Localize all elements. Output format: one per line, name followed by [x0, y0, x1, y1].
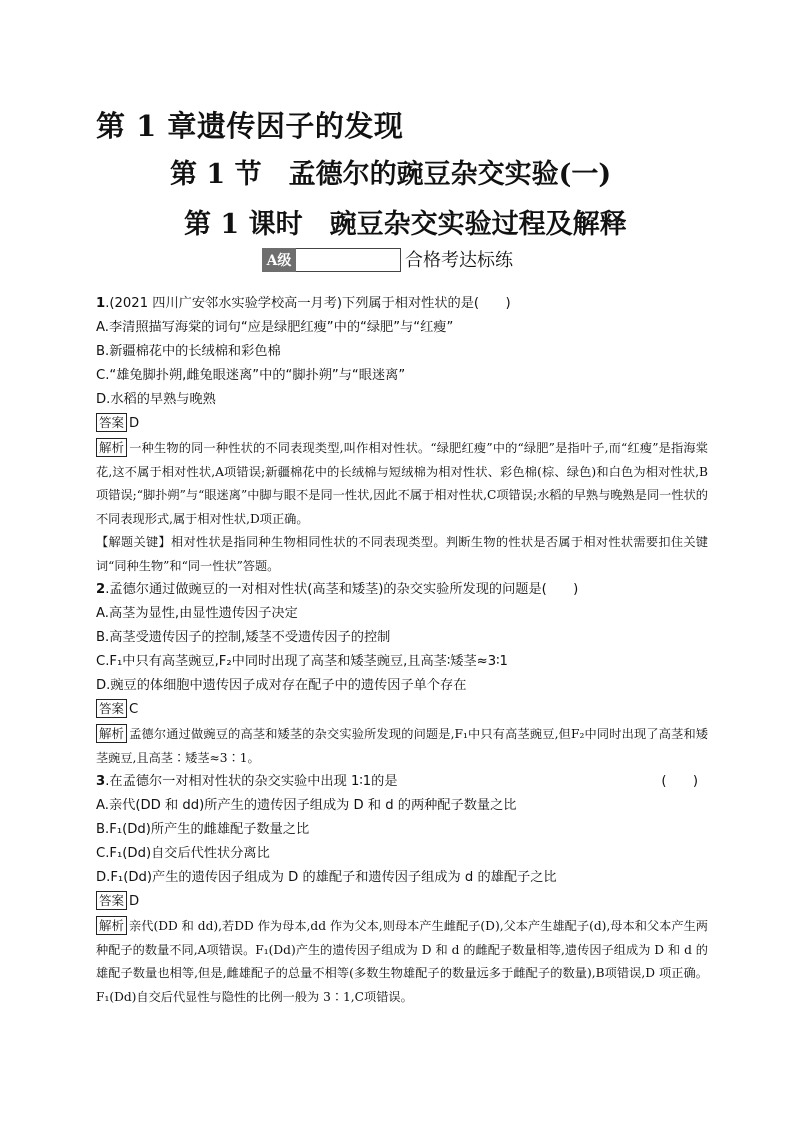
question-3 — [96, 770, 708, 1009]
analysis-label: 解析 — [96, 916, 127, 935]
option: A.李清照描写海棠的词句“应是绿肥红瘦”中的“绿肥”与“红瘦” — [96, 320, 454, 335]
analysis-text: 孟德尔通过做豌豆的高茎和矮茎的杂交实验所发现的问题是,F₁中只有高茎豌豆,但F₂中同时出现了高茎和矮茎豌豆,且高茎∶矮茎≈3∶1。 — [96, 727, 708, 765]
question-number: 1 — [96, 296, 106, 311]
answer-label: 答案 — [96, 891, 127, 910]
option: B.高茎受遗传因子的控制,矮茎不受遗传因子的控制 — [96, 630, 391, 645]
answer-label: 答案 — [96, 413, 127, 432]
option: A.亲代(DD 和 dd)所产生的遗传因子组成为 D 和 d 的两种配子数量之比 — [96, 798, 517, 813]
chapter-title: 第 1 章遗传因子的发现 — [96, 109, 404, 143]
level-title: 合格考达标练 — [405, 250, 513, 271]
option: D.F₁(Dd)产生的遗传因子组成为 D 的雄配子和遗传因子组成为 d 的雄配子之比 — [96, 870, 557, 885]
level-badge: A级 — [262, 248, 296, 272]
answer-label: 答案 — [96, 699, 127, 718]
option: C.F₁中只有高茎豌豆,F₂中同时出现了高茎和矮茎豌豆,且高茎∶矮茎≈3∶1 — [96, 654, 508, 669]
option: C.F₁(Dd)自交后代性状分离比 — [96, 846, 270, 861]
question-number: 2 — [96, 582, 106, 597]
option: B.新疆棉花中的长绒棉和彩色棉 — [96, 344, 281, 359]
section-title: 第 1 节 孟德尔的豌豆杂交实验(一) — [170, 159, 612, 190]
question-stem: .(2021 四川广安邻水实验学校高一月考)下列属于相对性状的是( ) — [105, 296, 511, 311]
option: A.高茎为显性,由显性遗传因子决定 — [96, 606, 298, 621]
analysis-label: 解析 — [96, 724, 127, 743]
answer-parenthesis: ( ) — [661, 774, 698, 789]
question-number: 3 — [96, 774, 106, 789]
lesson-title: 第 1 课时 豌豆杂交实验过程及解释 — [184, 209, 627, 240]
analysis-text: 一种生物的同一种性状的不同表现类型,叫作相对性状。“绿肥红瘦”中的“绿肥”是指叶子,而“红瘦”是指海棠花,这不属于相对性状,A项错误;新疆棉花中的长绒棉与短绒棉为相对性状、彩色棉(棕、绿色)和白色为相对性状,B项错误;“脚扑朔”与“眼迷离”中脚与眼不是同一性状,因此不属于相对性状,C项错误;水稻的早熟与晚熟是同一性状的不同表现形式,属于相对性状,D项正确。 — [96, 441, 708, 526]
answer-value: C — [129, 702, 139, 717]
option: D.豌豆的体细胞中遗传因子成对存在配子中的遗传因子单个存在 — [96, 678, 467, 693]
option: B.F₁(Dd)所产生的雌雄配子数量之比 — [96, 822, 310, 837]
level-box — [296, 248, 401, 272]
option: C.“雄兔脚扑朔,雌兔眼迷离”中的“脚扑朔”与“眼迷离” — [96, 368, 406, 383]
question-2 — [96, 578, 708, 770]
question-stem: .孟德尔通过做豌豆的一对相对性状(高茎和矮茎)的杂交实验所发现的问题是( ) — [105, 582, 579, 597]
answer-value: D — [129, 894, 140, 909]
solution-key: 【解题关键】相对性状是指同种生物相同性状的不同表现类型。判断生物的性状是否属于相对性状需要扣住关键词“同种生物”和“同一性状”答题。 — [96, 535, 708, 573]
level-heading — [262, 246, 513, 272]
analysis-text: 亲代(DD 和 dd),若DD 作为母本,dd 作为父本,则母本产生雌配子(D),父本产生雄配子(d),母本和父本产生两种配子的数量不同,A项错误。F₁(Dd)产生的遗传因子组成为 D 和 d 的雌配子数量相等,遗传因子组成为 D 和 d 的雄配子数量也相等,但是,雌雄配子的总量不相等(多数生物雄配子的数量远多于雌配子的数量),B项错误,D 项正确。F₁(Dd)自交后代显性与隐性的比例一般为 3∶1,C项错误。 — [96, 919, 708, 1004]
question-1 — [96, 292, 708, 578]
analysis-label: 解析 — [96, 438, 127, 457]
answer-value: D — [129, 416, 140, 431]
option: D.水稻的早熟与晚熟 — [96, 392, 216, 407]
questions-content — [96, 292, 708, 1009]
question-stem: .在孟德尔一对相对性状的杂交实验中出现 1∶1的是 — [105, 774, 398, 789]
